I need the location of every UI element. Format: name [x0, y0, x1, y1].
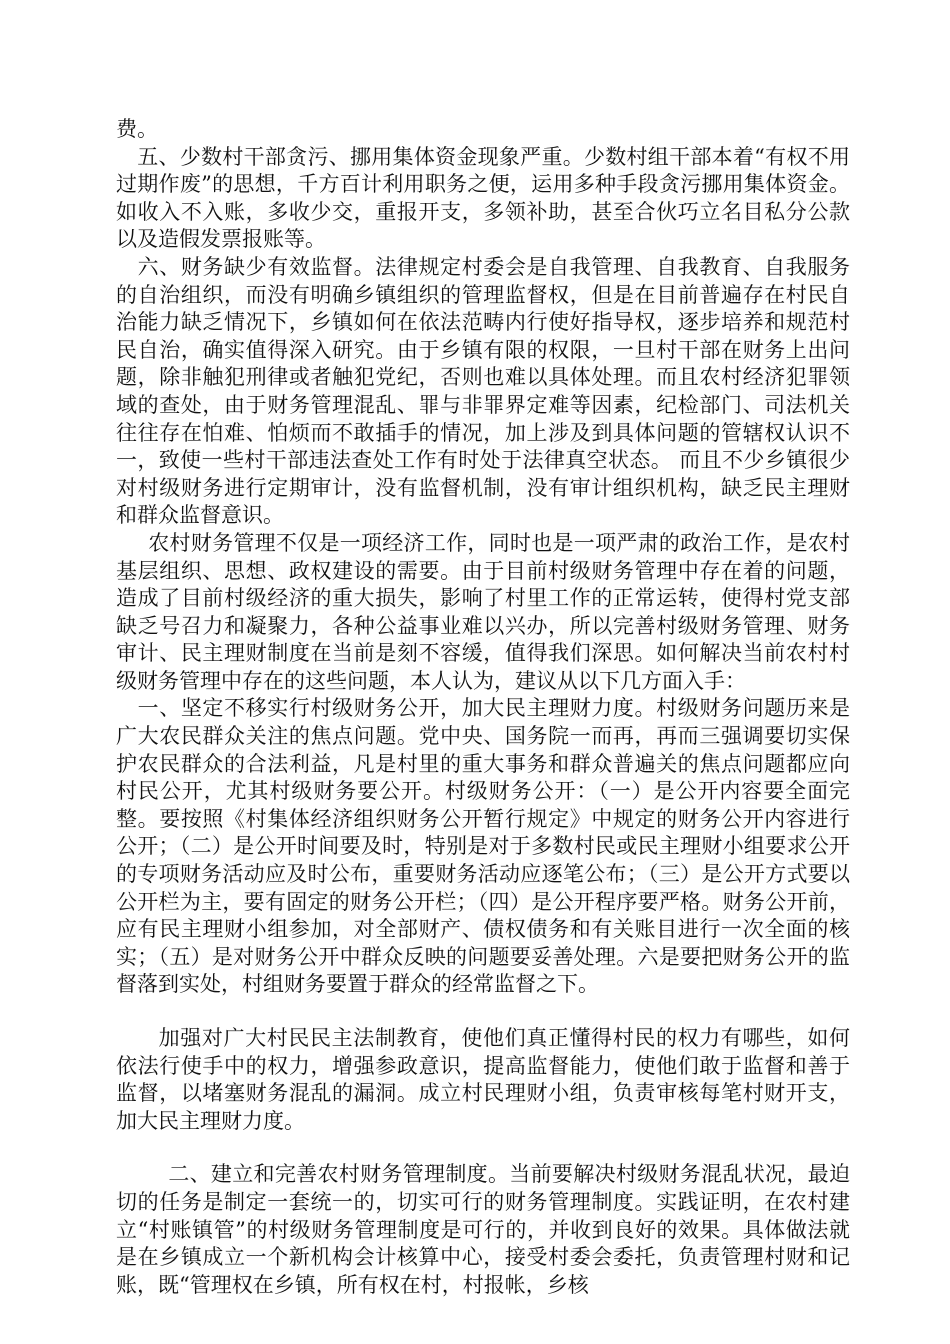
paragraph-continuation: 费。 — [116, 117, 158, 141]
paragraph-measure-two: 二、建立和完善农村财务管理制度。当前要解决村级财务混乱状况，最迫切的任务是制定一套统一的，切实可行的财务管理制度。实践证明，在农村建立“村账镇管”的村级财务管理制度是可行的，并收到良好的效果。具体做法就是在乡镇成立一个新机构会计核算中心，接受村委会委托，负责管理村财和记账，既“管理权在乡镇，所有权在村，村报帐，乡核 — [116, 1162, 850, 1297]
document-body — [116, 116, 850, 1299]
paragraph-financial-management: 农村财务管理不仅是一项经济工作，同时也是一项严肃的政治工作，是农村基层组织、思想、政权建设的需要。由于目前村级财务管理中存在着的问题，造成了目前村级经济的重大损失，影响了村里工作的正常运转，使得村党支部缺乏号召力和凝聚力，各种公益事业难以兴办，所以完善村级财务管理、财务审计、民主理财制度在当前是刻不容缓，值得我们深思。如何解决当前农村村级财务管理中存在的这些问题，本人认为，建议从以下几方面入手： — [116, 530, 850, 693]
paragraph-measure-one: 一、坚定不移实行村级财务公开，加大民主理财力度。村级财务问题历来是广大农民群众关注的焦点问题。党中央、国务院一而再，再而三强调要切实保护农民群众的合法利益，凡是村里的重大事务和群众普遍关的焦点问题都应向村民公开，尤其村级财务要公开。村级财务公开：（一）是公开内容要全面完整。要按照《村集体经济组织财务公开暂行规定》中规定的财务公开内容进行公开；（二）是公开时间要及时，特别是对于多数村民或民主理财小组要求公开的专项财务活动应及时公布，重要财务活动应逐笔公布；（三）是公开方式要以公开栏为主，要有固定的财务公开栏；（四）是公开程序要严格。财务公开前，应有民主理财小组参加，对全部财产、债权债务和有关账目进行一次全面的核实；（五）是对财务公开中群众反映的问题要妥善处理。六是要把财务公开的监督落到实处，村组财务要置于群众的经常监督之下。 — [116, 696, 850, 997]
paragraph-legal-education: 加强对广大村民民主法制教育，使他们真正懂得村民的权力有哪些，如何依法行使手中的权力，增强参政意识，提高监督能力，使他们敢于监督和善于监督，以堵塞财务混乱的漏洞。成立村民理财小组，负责审核每笔村财开支，加大民主理财力度。 — [116, 1026, 850, 1133]
paragraph-spacer — [116, 1135, 850, 1161]
paragraph-spacer — [116, 999, 850, 1025]
paragraph-section-six: 六、财务缺少有效监督。法律规定村委会是自我管理、自我教育、自我服务的自治组织，而没有明确乡镇组织的管理监督权，但是在目前普遍存在村民自治能力缺乏情况下，乡镇如何在依法范畴内行使好指导权，逐步培养和规范村民自治，确实值得深入研究。由于乡镇有限的权限，一旦村干部在财务上出问题，除非触犯刑律或者触犯党纪，否则也难以具体处理。而且农村经济犯罪领域的查处，由于财务管理混乱、罪与非罪界定难等因素，纪检部门、司法机关往往存在怕难、怕烦而不敢插手的情况，加上涉及到具体问题的管辖权认识不一，致使一些村干部违法查处工作有时处于法律真空状态。 而且不少乡镇很少对村级财务进行定期审计，没有监督机制，没有审计组织机构，缺乏民主理财和群众监督意识。 — [116, 254, 850, 528]
paragraph-section-five: 五、少数村干部贪污、挪用集体资金现象严重。少数村组干部本着“有权不用过期作废”的思想，千方百计利用职务之便，运用多种手段贪污挪用集体资金。如收入不入账，多收少交，重报开支，多领补助，甚至合伙巧立名目私分公款以及造假发票报账等。 — [116, 144, 850, 252]
